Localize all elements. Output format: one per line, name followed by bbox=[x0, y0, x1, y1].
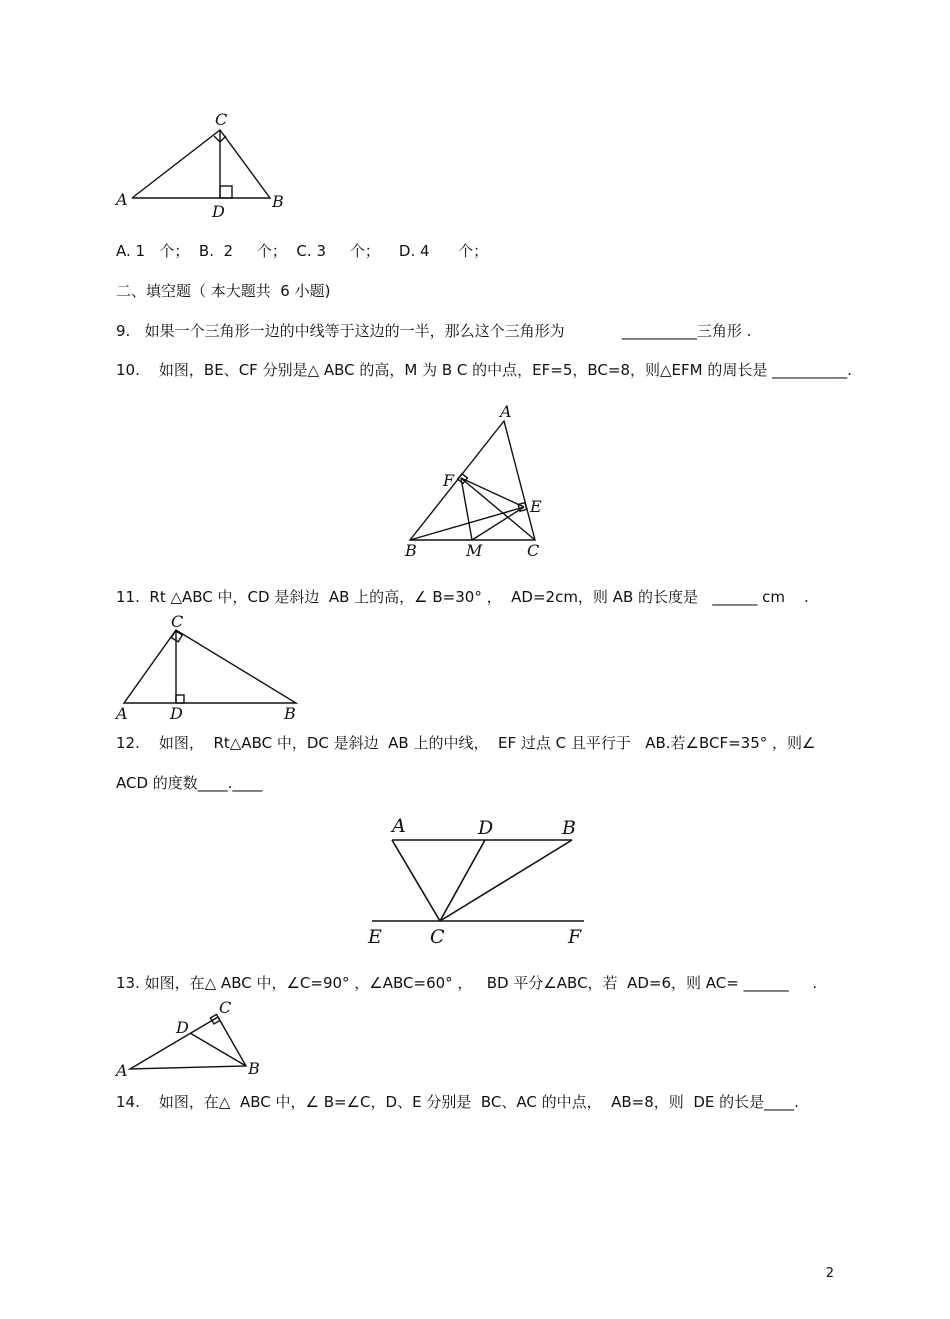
question-14: 14. 如图，在△ ABC 中，∠ B=∠C，D、E 分别是 BC、AC 的中点， AB=8，则 DE 的长是____. bbox=[116, 1093, 799, 1111]
label-A: A bbox=[116, 1061, 128, 1080]
figure-q13 bbox=[110, 997, 270, 1081]
figure-q11 bbox=[110, 612, 310, 724]
q8-options: A. 1 个； B. 2 个； C. 3 个； D. 4 个； bbox=[116, 242, 489, 260]
label-C: C bbox=[171, 612, 184, 631]
label-B: B bbox=[284, 704, 296, 723]
label-D: D bbox=[212, 202, 225, 221]
label-B: B bbox=[248, 1059, 260, 1078]
label-F: F bbox=[568, 926, 582, 948]
question-10: 10. 如图，BE、CF 分别是△ ABC 的高，M 为 B C 的中点，EF=5，BC=8，则△EFM 的周长是 __________. bbox=[116, 361, 852, 379]
figure-q8 bbox=[110, 108, 300, 223]
label-C: C bbox=[430, 926, 445, 948]
label-B: B bbox=[405, 541, 417, 560]
label-D: D bbox=[478, 817, 494, 839]
question-12-line-1: 12. 如图， Rt△ABC 中，DC 是斜边 AB 上的中线， EF 过点 C 且平行于 AB.若∠BCF=35° ，则∠ bbox=[116, 734, 816, 752]
label-B: B bbox=[272, 192, 284, 211]
label-C: C bbox=[527, 541, 540, 560]
label-A: A bbox=[116, 190, 128, 209]
question-9: 9. 如果一个三角形一边的中线等于这边的一半，那么这个三角形为 __________三角形 . bbox=[116, 322, 752, 340]
question-12-line-2: ACD 的度数____.____ bbox=[116, 774, 263, 792]
label-A: A bbox=[500, 402, 512, 421]
page-number: 2 bbox=[825, 1266, 834, 1281]
label-D: D bbox=[176, 1018, 189, 1037]
figure-q12 bbox=[362, 812, 590, 952]
label-A: A bbox=[392, 815, 406, 837]
label-C: C bbox=[215, 110, 228, 129]
question-11: 11. Rt △ABC 中，CD 是斜边 AB 上的高，∠ B=30° ， AD=2cm，则 AB 的长度是 ______ cm . bbox=[116, 588, 809, 606]
label-F: F bbox=[443, 471, 455, 490]
label-E: E bbox=[368, 926, 382, 948]
section-heading: 二、填空题（ 本大题共 6 小题) bbox=[116, 282, 331, 300]
label-D: D bbox=[170, 704, 183, 723]
figure-q10 bbox=[400, 400, 560, 562]
label-A: A bbox=[116, 704, 128, 723]
label-C: C bbox=[219, 998, 232, 1017]
label-M: M bbox=[466, 541, 483, 560]
label-B: B bbox=[562, 817, 576, 839]
question-13: 13. 如图，在△ ABC 中，∠C=90° ，∠ABC=60° ， BD 平分∠ABC，若 AD=6，则 AC= ______ . bbox=[116, 974, 818, 992]
label-E: E bbox=[530, 497, 542, 516]
